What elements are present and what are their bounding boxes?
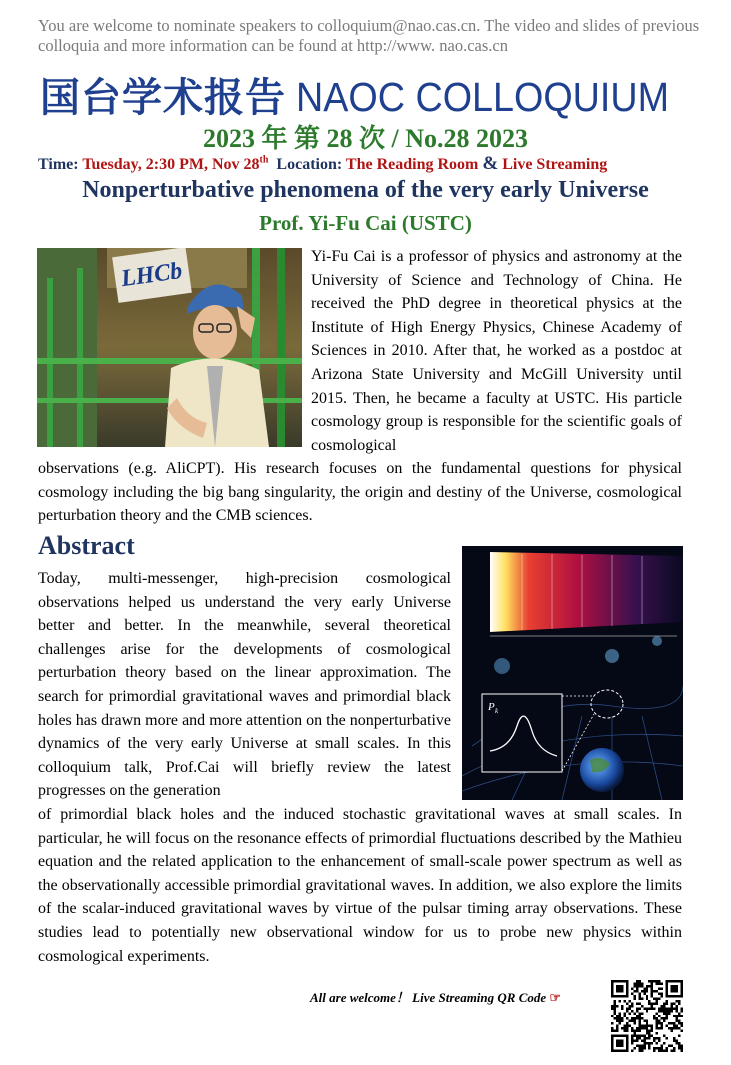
- cosmology-figure-image: [462, 546, 683, 800]
- pointing-hand-icon: ☞: [549, 990, 562, 1005]
- intro-text: You are welcome to nominate speakers to colloquium@nao.cas.cn. The video and slides of previous colloquia and more information can be found at http://www. nao.cas.cn: [38, 16, 700, 55]
- abstract-heading: Abstract: [38, 531, 135, 560]
- figure-inset-label: P: [488, 701, 495, 713]
- ampersand: &: [482, 153, 499, 174]
- bio-paragraph-part2: observations (e.g. AliCPT). His research focuses on the fundamental questions for physical cosmology including the big bang singularity, the origin and destiny of the Universe, cosmological perturbation theory and the CMB sciences.: [38, 460, 682, 525]
- location-extra: Live Streaming: [502, 156, 608, 173]
- time-value: [82, 156, 268, 173]
- live-streaming-qr-code[interactable]: [611, 980, 683, 1052]
- location-value: The Reading Room: [345, 156, 479, 173]
- time-label: Time:: [38, 156, 79, 173]
- title-chinese: 国台学术报告: [40, 75, 286, 121]
- colloquium-title: [40, 66, 700, 123]
- talk-title: Nonperturbative phenomena of the very early Universe: [82, 177, 649, 203]
- colloquium-number: 2023 年 第 28 次 / No.28 2023: [202, 124, 528, 153]
- cosmology-figure: [462, 546, 683, 800]
- welcome-line: [310, 987, 561, 1006]
- title-english: NAOC COLLOQUIUM: [296, 74, 670, 120]
- speaker-name: Prof. Yi-Fu Cai (USTC): [259, 211, 472, 235]
- time-location-line: [38, 153, 718, 175]
- location-label: Location:: [276, 156, 343, 173]
- bio-paragraph-part1: Yi-Fu Cai is a professor of physics and astronomy at the University of Science and Technology of China. He received the PhD degree in theoretical physics at the Institute of High Energy Physics, Chinese Academy of Sciences in 2010. After that, he worked as a postdoc at Arizona State University and McGill University until 2015. Then, he became a faculty at USTC. His particle cosmology group is responsible for the scientific goals of cosmological: [311, 248, 682, 454]
- speaker-photo-image: [37, 248, 302, 447]
- abstract-paragraph-part2: of primordial black holes and the induced stochastic gravitational waves at small scales. In particular, he will focus on the resonance effects of primordial fluctuations described by the Mathieu equation and the related application to the enhancement of small-scale power spectrum as well as the observationally accessible primordial gravitational waves. In addition, we also explore the limits of the scalar-induced gravitational waves by virtue of the pulsar timing array observations. These studies lead to potentially new observational window for us to probe new physics within cosmological experiments.: [38, 806, 682, 965]
- lhcb-sign: LHCb: [119, 257, 184, 293]
- time-value-text: Tuesday, 2:30 PM, Nov 28: [82, 156, 260, 173]
- time-sup: th: [259, 154, 269, 166]
- abstract-paragraph-part1: Today, multi-messenger, high-precision cosmological observations helped us understand the very early Universe better and better. In the meanwhile, several theoretical challenges arise for the developments of cosmological perturbation theory based on the linear approximation. The search for primordial gravitational waves and primordial black holes has drawn more and more attention on the nonperturbative dynamics of the very early Universe at small scales. In this colloquium talk, Prof.Cai will briefly review the latest progresses on the generation: [38, 570, 451, 800]
- speaker-photo: [37, 248, 302, 447]
- welcome-text: All are welcome！ Live Streaming QR Code: [310, 990, 547, 1005]
- figure-inset-subscript: k: [495, 707, 499, 715]
